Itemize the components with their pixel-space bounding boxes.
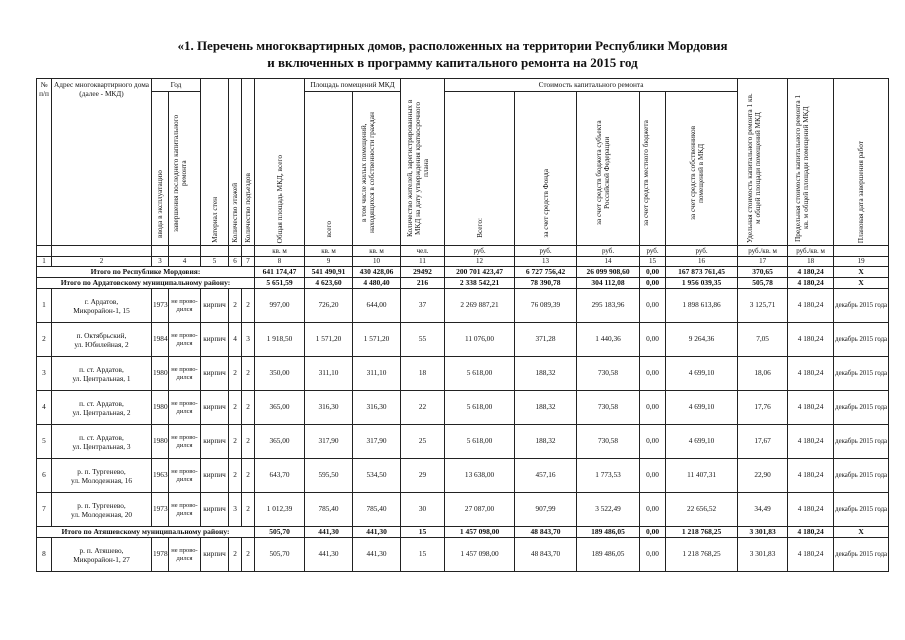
cost-budget-rf: 730,58 [577,357,640,391]
year-last-repair: не прово-дился [169,357,201,391]
cost-budget-rf: 1 440,36 [577,323,640,357]
residents: 55 [401,323,445,357]
premises-total: 726,20 [305,289,353,323]
year-last-repair: не прово-дился [169,391,201,425]
address-line: Микрорайон-1, 15 [73,305,130,315]
planned-date: декабрь 2015 года [834,289,889,323]
total-value: X [834,278,889,289]
column-number: 3 [152,257,169,267]
total-value: 505,70 [255,527,305,538]
limit-cost: 4 180,24 [788,323,834,357]
header-entrances: Количество подъездов [242,79,255,246]
total-value: 4 623,60 [305,278,353,289]
cost-budget-local: 0,00 [640,357,666,391]
entrances: 2 [242,357,255,391]
premises-residential: 317,90 [353,425,401,459]
column-number: 11 [401,257,445,267]
total-value: 1 956 039,35 [666,278,738,289]
row-number: 5 [37,425,52,459]
header-premises-total: всего [305,92,353,246]
total-area: 997,00 [255,289,305,323]
total-value: 430 428,06 [353,267,401,278]
address-line: ул. Центральная, 3 [72,441,131,451]
address-cell [52,493,152,527]
total-value: 48 843,70 [515,527,577,538]
address-line: ул. Молодежная, 20 [71,509,132,519]
specific-cost: 22,90 [738,459,788,493]
column-number: 16 [666,257,738,267]
row-number: 4 [37,391,52,425]
cost-budget-rf: 730,58 [577,391,640,425]
wall-material: кирпич [201,289,229,323]
cost-budget-rf: 1 773,53 [577,459,640,493]
column-number: 5 [201,257,229,267]
header-year-last-repair: завершения последнего капитального ремонта [169,92,201,246]
total-value: 78 390,78 [515,278,577,289]
total-row-atyashevo [37,527,889,538]
cost-owners: 11 407,31 [666,459,738,493]
entrances: 2 [242,289,255,323]
total-value: 4 180,24 [788,527,834,538]
residents: 30 [401,493,445,527]
table-row [37,425,889,459]
cost-total: 11 076,00 [445,323,515,357]
header-premises-residential: в том числе жилых помещений, находящихся в собственности граждан [353,92,401,246]
column-number: 13 [515,257,577,267]
total-row-ardatov [37,278,889,289]
premises-total: 595,50 [305,459,353,493]
specific-cost: 3 301,83 [738,538,788,572]
cost-owners: 1 218 768,25 [666,538,738,572]
year-commission: 1984 [152,323,169,357]
total-value: 441,30 [353,527,401,538]
total-value: 200 701 423,47 [445,267,515,278]
year-commission: 1973 [152,493,169,527]
total-value: 4 480,40 [353,278,401,289]
wall-material: кирпич [201,459,229,493]
floors: 2 [229,425,242,459]
document-title-line-2: и включенных в программу капитального ремонта на 2015 год [267,55,638,70]
total-area: 350,00 [255,357,305,391]
total-value: X [834,267,889,278]
total-value: 15 [401,527,445,538]
address-line: р. п. Тургенево, [77,500,126,510]
wall-material: кирпич [201,493,229,527]
address-cell [52,538,152,572]
column-number: 10 [353,257,401,267]
premises-residential: 311,10 [353,357,401,391]
year-last-repair: не прово-дился [169,459,201,493]
total-area: 1 012,39 [255,493,305,527]
unit-cell: руб. [577,246,640,257]
specific-cost: 34,49 [738,493,788,527]
unit-cell: руб. [445,246,515,257]
address-line: п. ст. Ардатов, [79,398,124,408]
header-cost: Стоимость капитального ремонта [445,79,738,92]
unit-cell: руб./кв. м [738,246,788,257]
table-row [37,459,889,493]
year-last-repair: не прово-дился [169,425,201,459]
residents: 15 [401,538,445,572]
header-planned-date: Плановая дата завершения работ [834,79,889,246]
address-cell [52,425,152,459]
total-value: 541 490,91 [305,267,353,278]
total-value: 0,00 [640,278,666,289]
year-commission: 1980 [152,391,169,425]
floors: 2 [229,538,242,572]
header-specific-cost: Удельная стоимость капитального ремонта 1 кв. м общей площади помещений МКД [738,79,788,246]
total-value: 4 180,24 [788,278,834,289]
specific-cost: 17,67 [738,425,788,459]
table-row [37,357,889,391]
table-row [37,323,889,357]
address-line: р. п. Атяшево, [79,545,124,555]
premises-total: 785,40 [305,493,353,527]
cost-budget-local: 0,00 [640,459,666,493]
address-line: г. Ардатов, [84,296,119,306]
total-area: 1 918,50 [255,323,305,357]
floors: 4 [229,323,242,357]
premises-residential: 785,40 [353,493,401,527]
unit-cell: кв. м [353,246,401,257]
planned-date: декабрь 2015 года [834,493,889,527]
table-header [37,79,889,267]
column-number: 1 [37,257,52,267]
cost-fund: 188,32 [515,391,577,425]
total-area: 505,70 [255,538,305,572]
address-line: р. п. Тургенево, [77,466,126,476]
header-cost-fund: за счет средств Фонда [515,92,577,246]
header-floors: Количество этажей [229,79,242,246]
total-value: X [834,527,889,538]
premises-residential: 644,00 [353,289,401,323]
premises-residential: 316,30 [353,391,401,425]
column-number: 8 [255,257,305,267]
premises-total: 311,10 [305,357,353,391]
cost-budget-local: 0,00 [640,425,666,459]
limit-cost: 4 180,24 [788,538,834,572]
planned-date: декабрь 2015 года [834,459,889,493]
cost-total: 13 638,00 [445,459,515,493]
header-cost-budget-rf: за счет средств бюджета субъекта Российской Федерации [577,92,640,246]
total-value: 1 218 768,25 [666,527,738,538]
wall-material: кирпич [201,323,229,357]
cost-total: 2 269 887,21 [445,289,515,323]
column-numbers-row [37,257,889,267]
cost-owners: 4 699,10 [666,357,738,391]
cost-total: 5 618,00 [445,391,515,425]
unit-cell: руб. [666,246,738,257]
wall-material: кирпич [201,538,229,572]
cost-budget-local: 0,00 [640,289,666,323]
floors: 3 [229,493,242,527]
table-row [37,391,889,425]
table-row [37,538,889,572]
cost-fund: 76 089,39 [515,289,577,323]
total-value: 216 [401,278,445,289]
year-commission: 1963 [152,459,169,493]
premises-total: 317,90 [305,425,353,459]
header-cost-owners: за счет средств собственников помещений в МКД [666,92,738,246]
cost-owners: 22 656,52 [666,493,738,527]
premises-residential: 1 571,20 [353,323,401,357]
column-number: 18 [788,257,834,267]
address-line: п. ст. Ардатов, [79,364,124,374]
units-row [37,246,889,257]
entrances: 2 [242,425,255,459]
address-cell [52,323,152,357]
address-line: п. Октябрьский, [76,330,127,340]
total-label: Итого по Атяшевскому муниципальному району: [37,527,255,538]
address-cell [52,459,152,493]
header-cost-budget-local: за счет средств местного бюджета [640,92,666,246]
cost-budget-rf: 3 522,49 [577,493,640,527]
entrances: 2 [242,493,255,527]
total-value: 1 457 098,00 [445,527,515,538]
row-number: 7 [37,493,52,527]
address-line: Микрорайон-1, 27 [73,554,130,564]
cost-fund: 371,28 [515,323,577,357]
cost-budget-local: 0,00 [640,391,666,425]
total-label: Итого по Ардатовскому муниципальному району: [37,278,255,289]
cost-budget-local: 0,00 [640,493,666,527]
table-row [37,289,889,323]
year-last-repair: не прово-дился [169,538,201,572]
wall-material: кирпич [201,425,229,459]
column-number: 6 [229,257,242,267]
address-cell [52,289,152,323]
header-year: Год [152,79,201,92]
total-value: 505,78 [738,278,788,289]
limit-cost: 4 180,24 [788,357,834,391]
cost-total: 1 457 098,00 [445,538,515,572]
planned-date: декабрь 2015 года [834,391,889,425]
year-last-repair: не прово-дился [169,289,201,323]
total-value: 370,65 [738,267,788,278]
capital-repair-table [36,78,889,572]
address-line: ул. Центральная, 2 [72,407,131,417]
total-row-republic [37,267,889,278]
year-last-repair: не прово-дился [169,323,201,357]
total-value: 0,00 [640,527,666,538]
column-number: 14 [577,257,640,267]
planned-date: декабрь 2015 года [834,425,889,459]
residents: 25 [401,425,445,459]
document-title-line-1: «1. Перечень многоквартирных домов, расположенных на территории Республики Мордовия [177,38,728,53]
floors: 2 [229,289,242,323]
total-value: 167 873 761,45 [666,267,738,278]
limit-cost: 4 180,24 [788,459,834,493]
total-value: 441,30 [305,527,353,538]
column-number: 9 [305,257,353,267]
cost-total: 5 618,00 [445,357,515,391]
premises-residential: 441,30 [353,538,401,572]
column-number: 19 [834,257,889,267]
total-value: 641 174,47 [255,267,305,278]
total-value: 4 180,24 [788,267,834,278]
unit-cell: руб./кв. м [788,246,834,257]
header-total-area: Общая площадь МКД, всего [255,79,305,246]
header-year-commission: ввода в эксплуатацию [152,92,169,246]
row-number: 2 [37,323,52,357]
planned-date: декабрь 2015 года [834,538,889,572]
column-number: 7 [242,257,255,267]
unit-cell: чел. [401,246,445,257]
residents: 29 [401,459,445,493]
year-commission: 1978 [152,538,169,572]
total-label: Итого по Республике Мордовия: [37,267,255,278]
cost-owners: 1 898 613,86 [666,289,738,323]
row-number: 6 [37,459,52,493]
premises-residential: 534,50 [353,459,401,493]
cost-owners: 9 264,36 [666,323,738,357]
cost-fund: 907,99 [515,493,577,527]
header-premises-area: Площадь помещений МКД [305,79,401,92]
specific-cost: 17,76 [738,391,788,425]
column-number: 17 [738,257,788,267]
address-cell [52,357,152,391]
total-value: 304 112,08 [577,278,640,289]
total-value: 0,00 [640,267,666,278]
header-cost-total: Всего: [445,92,515,246]
row-number: 1 [37,289,52,323]
floors: 2 [229,459,242,493]
row-number: 3 [37,357,52,391]
year-commission: 1973 [152,289,169,323]
premises-total: 316,30 [305,391,353,425]
cost-fund: 188,32 [515,357,577,391]
total-area: 643,70 [255,459,305,493]
header-wall-material: Материал стен [201,79,229,246]
unit-cell: кв. м [255,246,305,257]
total-area: 365,00 [255,391,305,425]
row-number: 8 [37,538,52,572]
premises-total: 441,30 [305,538,353,572]
unit-cell: кв. м [305,246,353,257]
entrances: 2 [242,459,255,493]
cost-total: 27 087,00 [445,493,515,527]
total-area: 365,00 [255,425,305,459]
cost-owners: 4 699,10 [666,391,738,425]
wall-material: кирпич [201,357,229,391]
entrances: 2 [242,391,255,425]
column-number: 15 [640,257,666,267]
header-limit-cost: Предельная стоимость капитального ремонта 1 кв. м общей площади помещений МКД [788,79,834,246]
total-value: 5 651,59 [255,278,305,289]
wall-material: кирпич [201,391,229,425]
cost-fund: 457,16 [515,459,577,493]
specific-cost: 7,05 [738,323,788,357]
cost-budget-local: 0,00 [640,538,666,572]
cost-budget-rf: 295 183,96 [577,289,640,323]
cost-total: 5 618,00 [445,425,515,459]
entrances: 3 [242,323,255,357]
specific-cost: 18,06 [738,357,788,391]
residents: 22 [401,391,445,425]
total-value: 2 338 542,21 [445,278,515,289]
cost-fund: 48 843,70 [515,538,577,572]
floors: 2 [229,357,242,391]
cost-owners: 4 699,10 [666,425,738,459]
table-body [37,267,889,572]
cost-budget-rf: 189 486,05 [577,538,640,572]
cost-budget-local: 0,00 [640,323,666,357]
year-commission: 1980 [152,357,169,391]
table-row [37,493,889,527]
specific-cost: 3 125,71 [738,289,788,323]
limit-cost: 4 180,24 [788,493,834,527]
column-number: 4 [169,257,201,267]
column-number: 2 [52,257,152,267]
address-line: ул. Юбилейная, 2 [74,339,129,349]
header-num: № п/п [37,79,52,246]
header-residents: Количество жителей, зарегистрированных в МКД на дату утверждения краткосрочного плана [401,79,445,246]
limit-cost: 4 180,24 [788,425,834,459]
year-commission: 1980 [152,425,169,459]
header-address: Адрес многоквартирного дома (далее - МКД) [52,79,152,246]
address-line: п. ст. Ардатов, [79,432,124,442]
planned-date: декабрь 2015 года [834,323,889,357]
limit-cost: 4 180,24 [788,289,834,323]
cost-budget-rf: 730,58 [577,425,640,459]
total-value: 29492 [401,267,445,278]
residents: 18 [401,357,445,391]
total-value: 3 301,83 [738,527,788,538]
entrances: 2 [242,538,255,572]
premises-total: 1 571,20 [305,323,353,357]
total-value: 189 486,05 [577,527,640,538]
limit-cost: 4 180,24 [788,391,834,425]
address-cell [52,391,152,425]
unit-cell: руб. [515,246,577,257]
residents: 37 [401,289,445,323]
total-value: 26 099 908,60 [577,267,640,278]
total-value: 6 727 756,42 [515,267,577,278]
column-number: 12 [445,257,515,267]
year-last-repair: не прово-дился [169,493,201,527]
unit-cell: руб. [640,246,666,257]
planned-date: декабрь 2015 года [834,357,889,391]
cost-fund: 188,32 [515,425,577,459]
address-line: ул. Молодежная, 16 [71,475,132,485]
floors: 2 [229,391,242,425]
address-line: ул. Центральная, 1 [72,373,131,383]
